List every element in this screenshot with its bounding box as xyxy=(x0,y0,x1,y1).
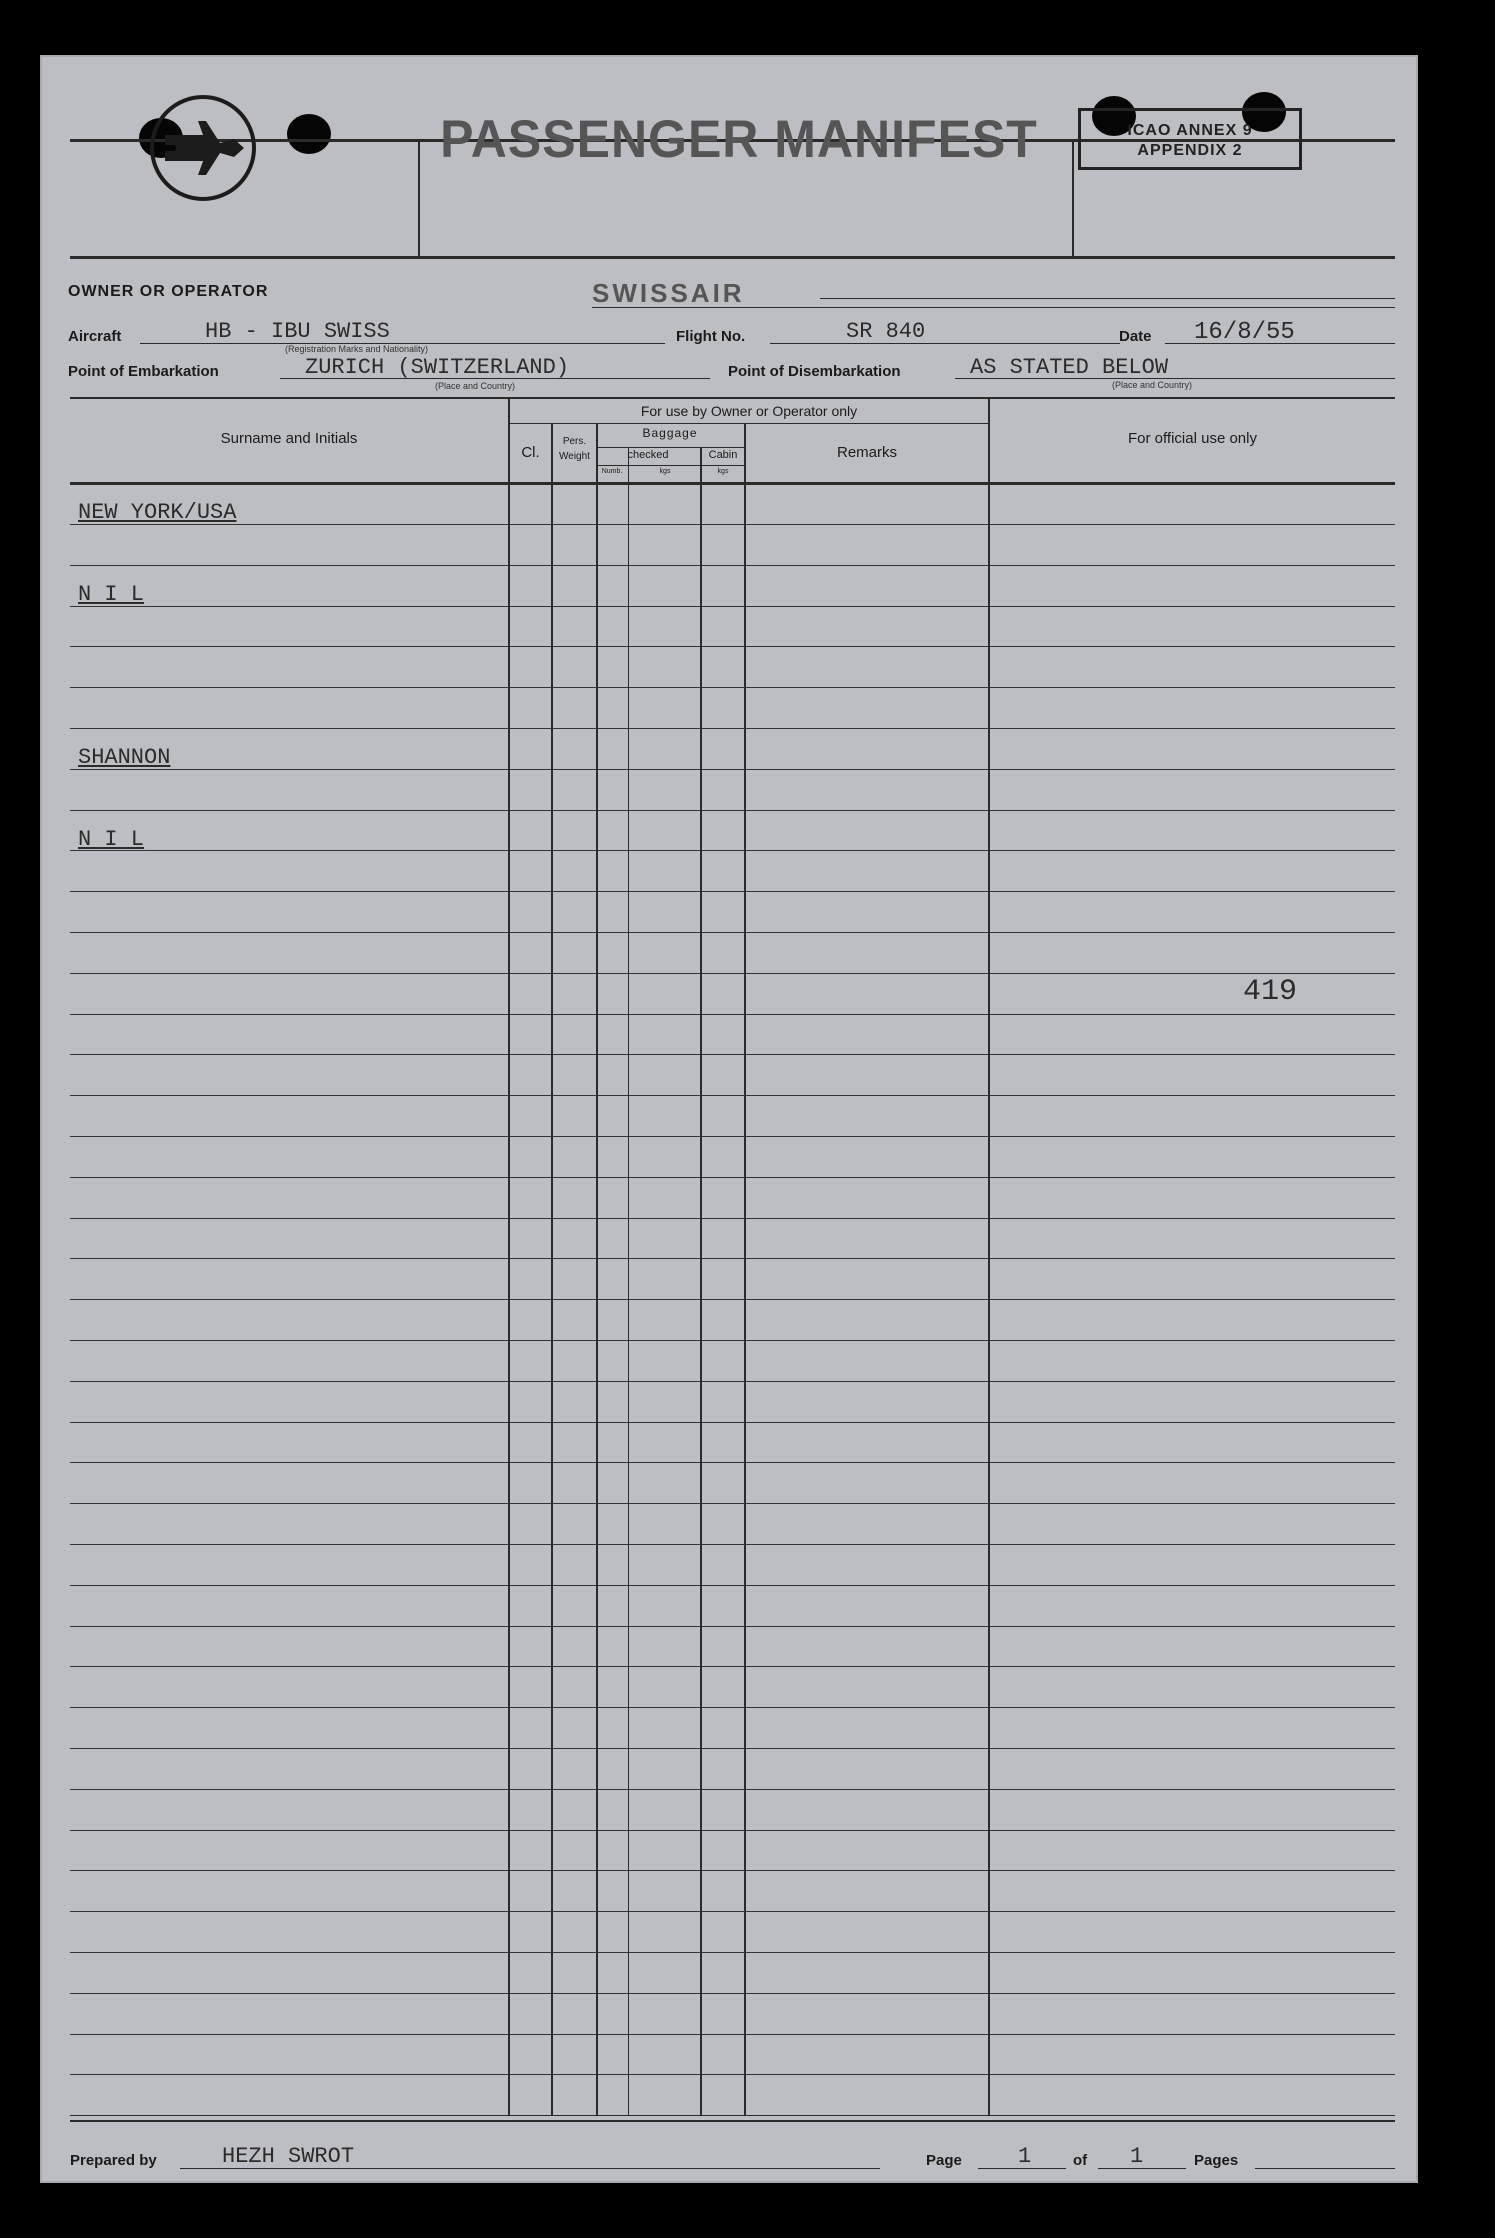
manifest-row-rule xyxy=(70,1544,1395,1545)
prepared-by-label: Prepared by xyxy=(70,2152,157,2169)
manifest-row-rule xyxy=(70,1503,1395,1504)
manifest-row-rule xyxy=(70,687,1395,688)
manifest-row-rule xyxy=(70,606,1395,607)
manifest-row-rule xyxy=(70,2034,1395,2035)
manifest-row-rule xyxy=(70,1626,1395,1627)
manifest-row-rule xyxy=(70,524,1395,525)
aircraft-value: HB - IBU SWISS xyxy=(205,319,390,344)
manifest-row-rule xyxy=(70,1585,1395,1586)
owner-use-header: For use by Owner or Operator only xyxy=(640,403,858,419)
operator-value: SWISSAIR xyxy=(592,278,745,308)
manifest-row-rule xyxy=(70,1177,1395,1178)
date-value: 16/8/55 xyxy=(1194,319,1295,346)
manifest-row-rule xyxy=(70,646,1395,647)
surname-column-header: Surname and Initials xyxy=(220,430,358,447)
cabin-header: Cabin xyxy=(708,449,738,461)
pages-label: Pages xyxy=(1194,2152,1239,2169)
manifest-row-rule xyxy=(70,1381,1395,1382)
manifest-row-rule xyxy=(70,1666,1395,1667)
manifest-row-rule xyxy=(70,1258,1395,1259)
embarkation-value: ZURICH (SWITZERLAND) xyxy=(305,355,570,380)
manifest-row-rule xyxy=(70,1870,1395,1871)
manifest-row-rule xyxy=(70,1830,1395,1831)
stamp-number: 419 xyxy=(1243,975,1298,1009)
manifest-row-rule xyxy=(70,1707,1395,1708)
manifest-row-rule xyxy=(70,1136,1395,1137)
cabin-kgs-header: kgs xyxy=(717,468,729,475)
aircraft-label: Aircraft xyxy=(68,328,122,345)
flight-label: Flight No. xyxy=(676,328,746,345)
manifest-row-rule xyxy=(70,728,1395,729)
cl-column-header: Cl. xyxy=(521,444,540,461)
pers-column-header: Pers. xyxy=(562,436,587,447)
manifest-row-rule xyxy=(70,1054,1395,1055)
manifest-row-rule xyxy=(70,1462,1395,1463)
disembarkation-value: AS STATED BELOW xyxy=(970,355,1169,380)
manifest-row-rule xyxy=(70,850,1395,851)
remarks-column-header: Remarks xyxy=(836,444,897,461)
entry-shannon: SHANNON xyxy=(78,745,171,770)
entry-nil: N I L xyxy=(78,582,145,607)
date-label: Date xyxy=(1119,328,1152,345)
aircraft-sublabel: (Registration Marks and Nationality) xyxy=(285,344,429,354)
manifest-row-rule xyxy=(70,769,1395,770)
manifest-row-rule xyxy=(70,1422,1395,1423)
flight-value: SR 840 xyxy=(846,319,926,344)
page-label: Page xyxy=(926,2152,962,2169)
manifest-row-rule xyxy=(70,1952,1395,1953)
entry-nil: N I L xyxy=(78,827,145,852)
manifest-row-rule xyxy=(70,1299,1395,1300)
manifest-row-rule xyxy=(70,891,1395,892)
official-use-header: For official use only xyxy=(1128,430,1257,447)
page-title: PASSENGER MANIFEST xyxy=(440,109,1038,169)
manifest-row-rule xyxy=(70,565,1395,566)
manifest-row-rule xyxy=(70,1748,1395,1749)
entry-new-york: NEW YORK/USA xyxy=(78,500,237,525)
punch-hole xyxy=(287,114,331,154)
checked-header: checked xyxy=(627,449,669,461)
weight-column-header: Weight xyxy=(559,451,590,462)
operator-label: OWNER OR OPERATOR xyxy=(68,283,269,300)
icao-appendix-line: APPENDIX 2 xyxy=(1137,142,1243,159)
manifest-row-rule xyxy=(70,1014,1395,1015)
disembarkation-sublabel: (Place and Country) xyxy=(1112,380,1193,390)
disembarkation-label: Point of Disembarkation xyxy=(728,363,901,380)
prepared-by-value: HEZH SWROT xyxy=(222,2144,355,2169)
icao-annex-line: ICAO ANNEX 9 xyxy=(1127,122,1253,139)
manifest-row-rule xyxy=(70,973,1395,974)
manifest-row-rule xyxy=(70,1218,1395,1219)
manifest-row-rule xyxy=(70,1911,1395,1912)
manifest-row-rule xyxy=(70,1340,1395,1341)
baggage-header: Baggage xyxy=(642,426,698,440)
manifest-row-rule xyxy=(70,932,1395,933)
embarkation-sublabel: (Place and Country) xyxy=(435,381,516,391)
manifest-row-rule xyxy=(70,1095,1395,1096)
page-number: 1 xyxy=(1018,2144,1032,2169)
total-pages: 1 xyxy=(1130,2144,1144,2169)
kgs-header: kgs xyxy=(659,468,671,475)
manifest-row-rule xyxy=(70,1789,1395,1790)
plane-in-circle-icon xyxy=(150,95,256,201)
of-label: of xyxy=(1073,2152,1088,2169)
manifest-row-rule xyxy=(70,810,1395,811)
manifest-row-rule xyxy=(70,2074,1395,2075)
icao-reference-box xyxy=(1078,108,1302,170)
manifest-row-rule xyxy=(70,1993,1395,1994)
embarkation-label: Point of Embarkation xyxy=(68,363,219,380)
numb-header: Numb. xyxy=(601,468,623,475)
